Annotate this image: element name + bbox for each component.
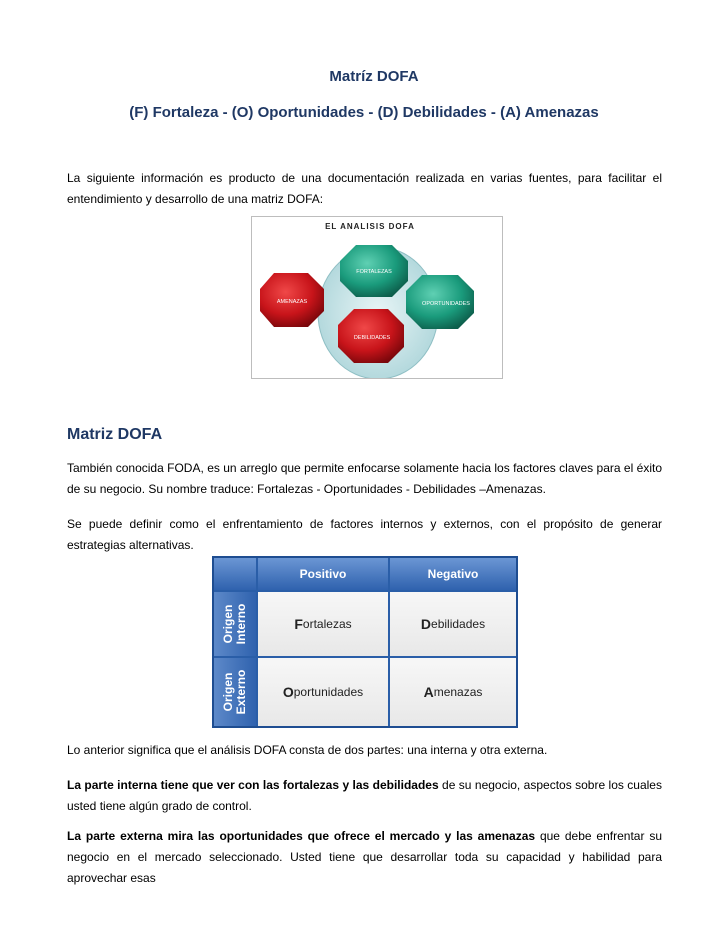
fortalezas-label: FORTALEZAS [356,269,392,275]
definition-paragraph: También conocida FODA, es un arreglo que permite enfocarse solamente hacia los factores claves para el éxito de su negocio. Su nombre traduce: Fortalezas - Oportunidades - Debilidades –Amenazas. [67,461,662,496]
figure1-title: EL ANALISIS DOFA [325,222,415,231]
internal-part-paragraph: La parte interna tiene que ver con las fortalezas y las debilidades de su negocio, aspectos sobre los cuales usted tiene algún grado de control. [67,778,662,813]
dofa-matrix-figure [212,556,518,728]
page-title: Matríz DOFA [329,68,419,85]
section-heading: Matriz DOFA [67,426,163,443]
row-internal-line1: Origen [221,604,235,644]
amenazas-label: AMENAZAS [276,299,308,305]
cell-amenazas: A menazas [390,658,516,726]
page-subtitle: (F) Fortaleza - (O) Oportunidades - (D) Debilidades - (A) Amenazas [129,104,599,121]
two-parts-paragraph: Lo anterior significa que el análisis DOFA consta de dos partes: una interna y otra externa. [67,743,548,757]
column-header-negative: Negativo [390,558,516,590]
cell-fortalezas: F ortalezas [258,592,388,656]
row-external-line1: Origen [221,672,235,712]
row-internal-line2: Interno [234,603,248,645]
intro-paragraph: La siguiente información es producto de una documentación realizada en varias fuentes, para facilitar el entendimiento y desarrollo de una matriz DOFA: [67,171,662,206]
column-header-positive: Positivo [258,558,388,590]
oportunidades-label: OPORTUNIDADES [422,301,470,307]
dofa-analysis-figure [251,216,503,379]
external-part-paragraph: La parte externa mira las oportunidades que ofrece el mercado y las amenazas que debe enfrentar su negocio en el mercado seleccionado. Usted tiene que desarrollar toda su capacidad y habilidad para aprovechar esas [67,829,662,885]
cell-oportunidades: O portunidades [258,658,388,726]
row-external-line2: Externo [234,669,248,715]
row-header-external [214,658,256,726]
matrix-corner [214,558,256,590]
purpose-paragraph: Se puede definir como el enfrentamiento de factores internos y externos, con el propósito de generar estrategias alternativas. [67,517,662,552]
cell-debilidades: D ebilidades [390,592,516,656]
debilidades-label: DEBILIDADES [353,335,391,341]
row-header-internal [214,592,256,656]
